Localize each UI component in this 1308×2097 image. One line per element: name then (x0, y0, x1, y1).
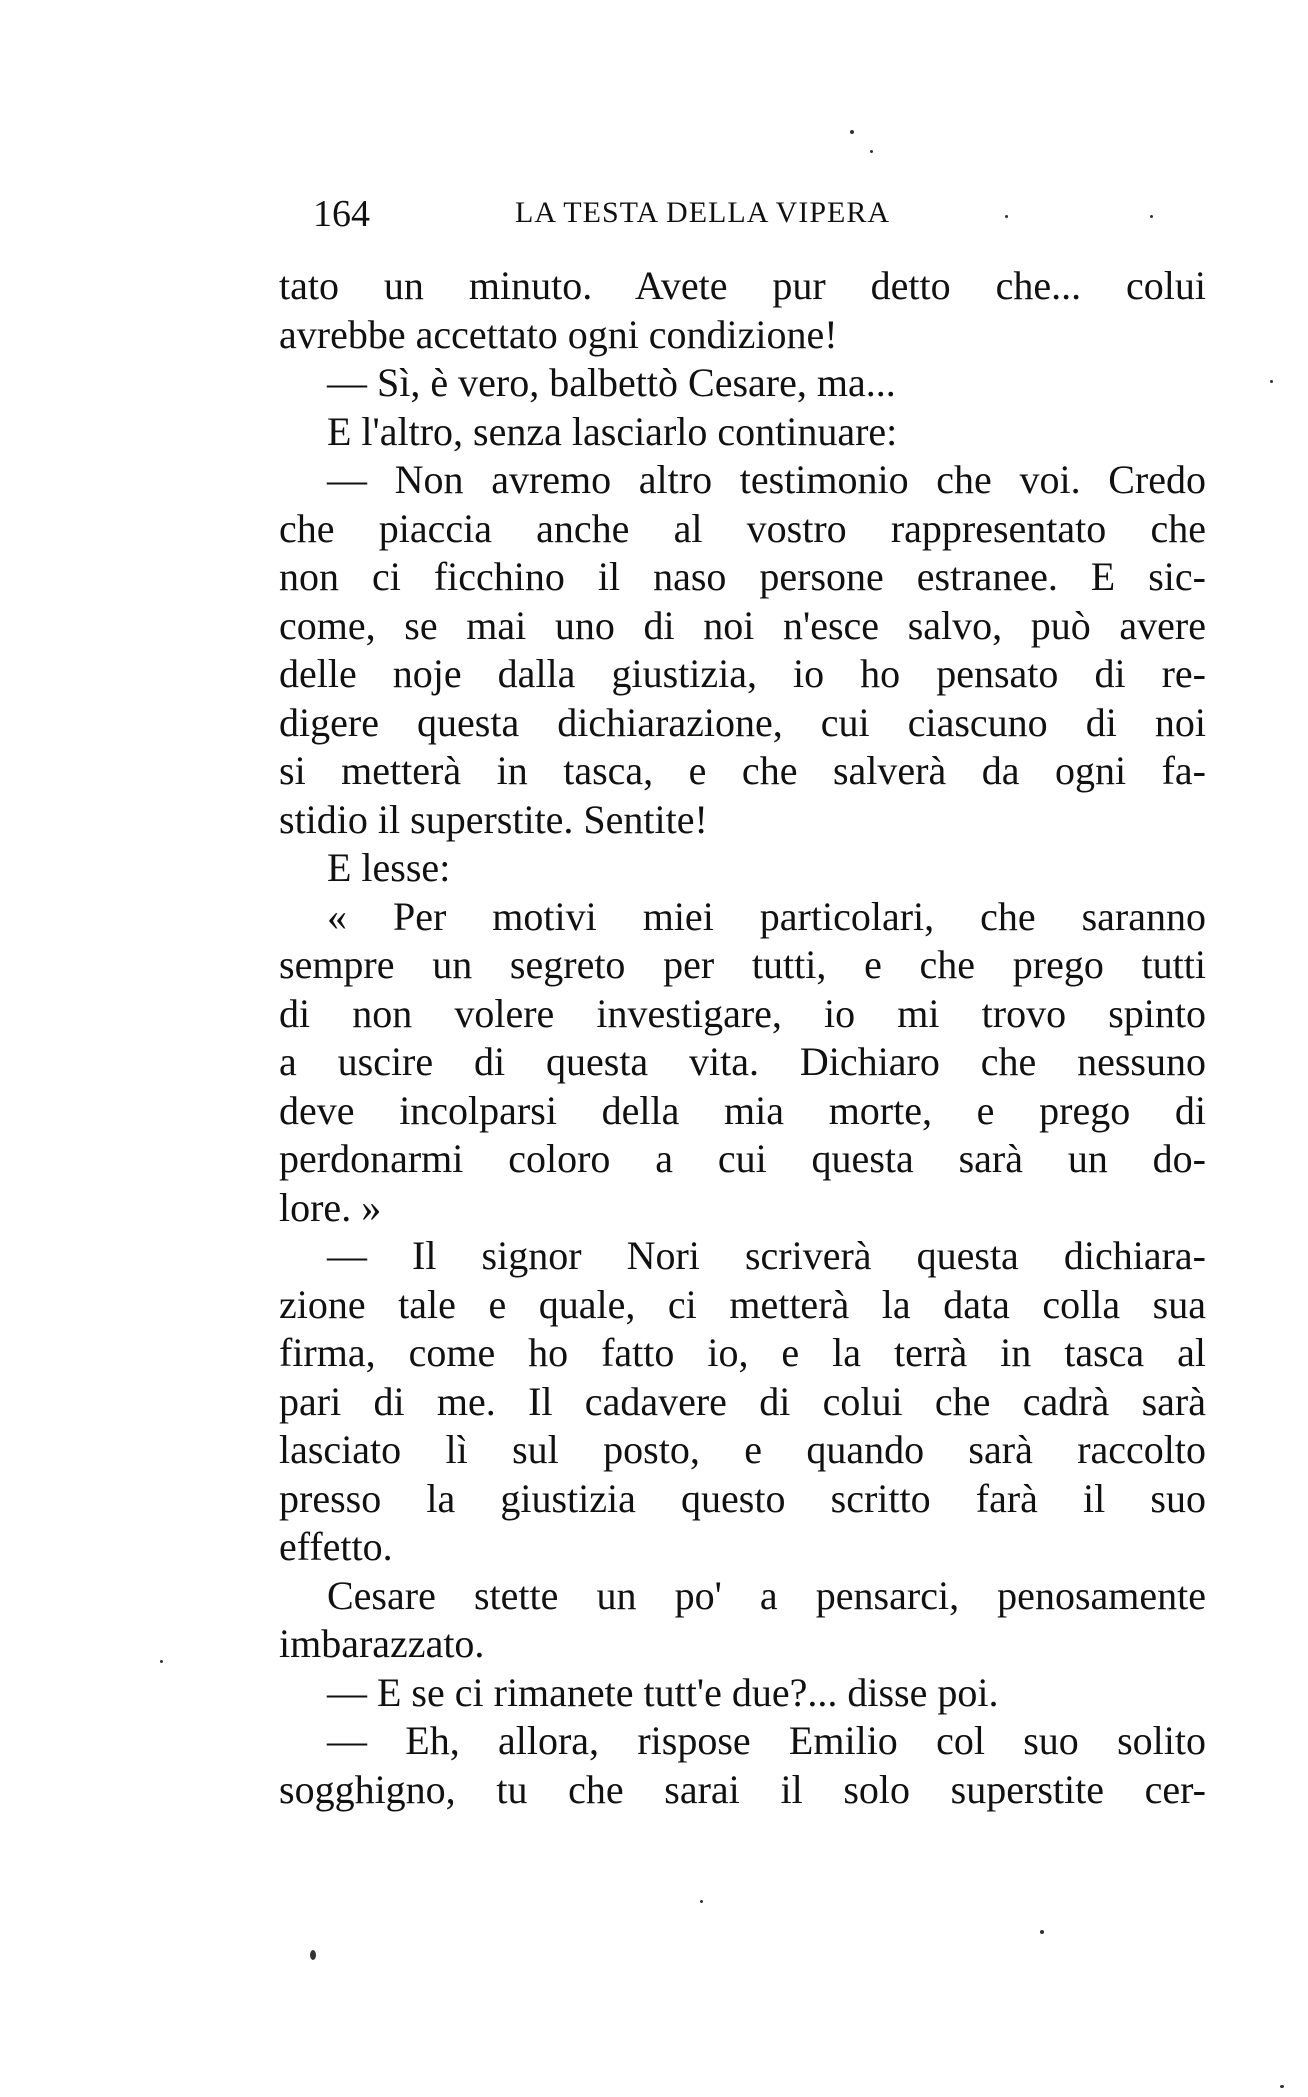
text-line: — Eh, allora, rispose Emilio col suo solito (327, 1718, 1206, 1763)
text-line: — Sì, è vero, balbettò Cesare, ma... (327, 360, 896, 405)
text-line: si metterà in tasca, e che salverà da ogni fa- (279, 748, 1206, 793)
text-line: Cesare stette un po' a pensarci, penosamente (327, 1572, 1206, 1618)
page-header (279, 192, 979, 242)
text-line: presso la giustizia questo scritto farà il suo (279, 1475, 1206, 1521)
text-line: effetto. (279, 1524, 393, 1569)
text-line: delle noje dalla giustizia, io ho pensato di re- (279, 651, 1206, 696)
text-line: zione tale e quale, ci metterà la data colla sua (279, 1281, 1206, 1327)
text-line: non ci ficchino il naso persone estranee. E sic- (279, 554, 1206, 599)
text-line: — E se ci rimanete tutt'e due?... disse poi. (327, 1669, 999, 1715)
text-line: E l'altro, senza lasciarlo continuare: (327, 408, 898, 454)
text-line: che piaccia anche al vostro rappresentato che (279, 505, 1206, 551)
text-line: a uscire di questa vita. Dichiaro che nessuno (279, 1039, 1206, 1084)
text-line: come, se mai uno di noi n'esce salvo, può avere (279, 602, 1206, 648)
text-line: « Per motivi miei particolari, che saranno (327, 893, 1206, 939)
text-line: tato un minuto. Avete pur detto che... colui (279, 263, 1206, 308)
text-line: imbarazzato. (279, 1621, 485, 1666)
text-line: stidio il superstite. Sentite! (279, 796, 708, 842)
text-line: firma, come ho fatto io, e la terrà in tasca al (279, 1330, 1206, 1375)
text-line: di non volere investigare, io mi trovo spinto (279, 990, 1206, 1036)
running-title: LA TESTA DELLA VIPERA (515, 196, 891, 229)
text-line: sogghigno, tu che sarai il solo superstite cer- (279, 1766, 1206, 1812)
text-line: lasciato lì sul posto, e quando sarà raccolto (279, 1427, 1206, 1472)
text-line: lore. » (279, 1184, 382, 1230)
text-line: deve incolparsi della mia morte, e prego di (279, 1087, 1206, 1133)
text-line: avrebbe accettato ogni condizione! (279, 311, 838, 357)
text-line: — Non avremo altro testimonio che voi. Credo (327, 457, 1206, 502)
text-line: digere questa dichiarazione, cui ciascuno di noi (279, 699, 1206, 745)
body-text (279, 262, 1206, 1814)
text-line: — Il signor Nori scriverà questa dichiara- (327, 1233, 1206, 1278)
text-line: pari di me. Il cadavere di colui che cadrà sarà (279, 1378, 1206, 1424)
text-line: sempre un segreto per tutti, e che prego tutti (279, 942, 1206, 987)
text-line: E lesse: (327, 845, 451, 890)
page-number: 164 (313, 193, 370, 235)
text-line: perdonarmi coloro a cui questa sarà un do- (279, 1136, 1206, 1181)
